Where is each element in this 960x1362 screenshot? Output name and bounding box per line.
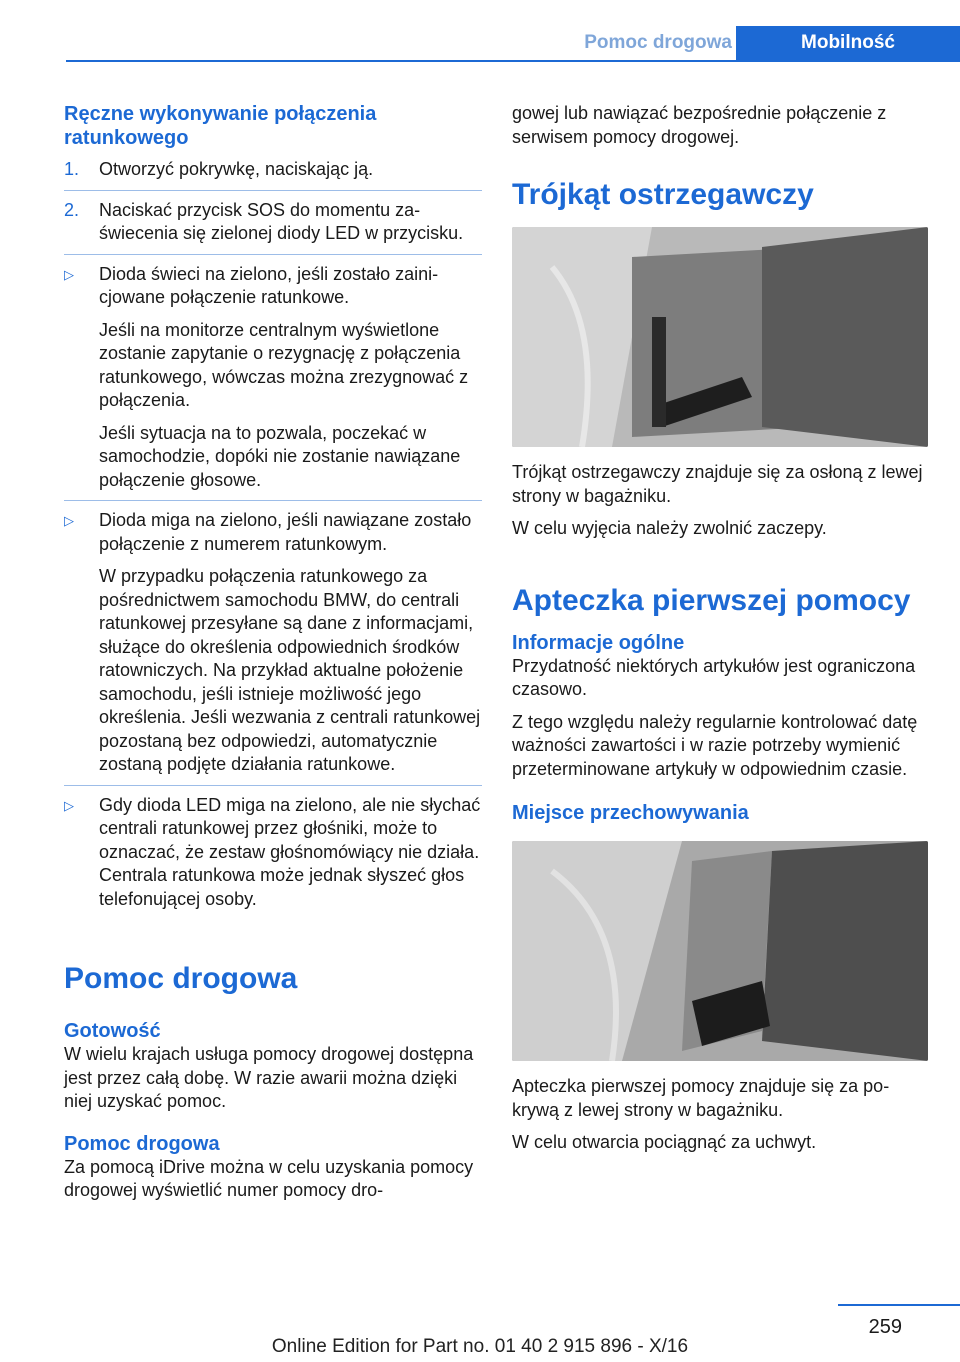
footer-edition-note: Online Edition for Part no. 01 40 2 915 896 - X/16 (271, 1336, 689, 1357)
divider (64, 785, 482, 786)
header-rule (66, 60, 960, 62)
step-text: Otworzyć pokrywkę, naciskając ją. (99, 159, 374, 179)
step-2 (64, 199, 482, 246)
triangle-text: W celu wyjęcia należy zwolnić zaczepy. (512, 518, 827, 538)
bullet-text: Jeśli na monitorze centralnym wyświetlone zostanie zapytanie o rezygnację z połączenia ratunkowego, wówczas można zrezygnować z połączenia. (99, 319, 469, 410)
section-title-first-aid: Apteczka pierwszej pomocy (512, 583, 911, 617)
bullet-text: Dioda świeci na zielono, jeśli zostało zainicjowane połączenie ratunkowe. (99, 263, 439, 307)
triangle-bullet-icon: ▷ (64, 266, 74, 282)
triangle-bullet-icon: ▷ (64, 513, 74, 528)
divider (64, 500, 482, 501)
bullet-no-sound (64, 794, 482, 912)
step-number: 2. (64, 199, 80, 220)
trunk-triangle-illustration (512, 227, 928, 447)
bullet-led-green (64, 263, 482, 493)
trunk-first-aid-illustration (512, 841, 928, 1061)
continued-text: gowej lub nawiązać bezpośrednie połączenie z serwisem pomocy drogowej. (512, 103, 887, 147)
heading-readiness: Gotowość (64, 1020, 161, 1042)
bullet-led-blinking (64, 509, 482, 777)
header-section-label: Pomoc drogowa (584, 32, 732, 53)
readiness-text: W wielu krajach usługa pomocy drogowej dostępna jest przez całą dobę. W razie awarii można dzięki niej uzyskać pomoc. (64, 1044, 474, 1111)
bullet-text: W przypadku połączenia ratunkowego za pośrednictwem samochodu BMW, do centrali ratunkowej przesyłane są dane z informacjami, służące do określenia odpowiednich środków ratowniczych. Na przykład aktualne położenie samochodu, jeśli istnieje możliwość jego określenia. Jeśli wezwania z centrali ratunkowej pozostaną bez odpowiedzi, automatycznie zostaną podjęte działania ratunkowe. (99, 566, 481, 774)
footer-rule (838, 1304, 960, 1306)
right-column (512, 102, 930, 1155)
header-chapter-tab: Mobilność (736, 26, 960, 62)
roadside-text: Za pomocą iDrive można w celu uzyskania pomocy drogowej wyświetlić numer pomocy dro- (64, 1156, 474, 1200)
bullet-text: Dioda miga na zielono, jeśli nawiązane zostało połączenie z numerem ratunkowym. (99, 510, 472, 554)
page-header (66, 26, 960, 62)
step-number: 1. (64, 159, 80, 179)
left-column (64, 102, 482, 1203)
bullet-text: Jeśli sytuacja na to pozwala, poczekać w samochodzie, dopóki nie zostanie nawiązane połączenie głosowe. (99, 422, 461, 490)
divider (64, 190, 482, 191)
warning-triangle-photo (512, 227, 928, 447)
storage-text: Apteczka pierwszej pomocy znajduje się za pokrywą z lewej strony w bagażniku. (512, 1076, 890, 1120)
heading-general-info: Informacje ogólne (512, 631, 685, 654)
section-title-roadside: Pomoc drogowa (64, 962, 298, 995)
first-aid-kit-photo (512, 841, 928, 1061)
general-text: Z tego względu należy regularnie kontrolować datę ważności zawartości i w razie potrzeby wymienić przeterminowane artykuły w odpowiednim czasie. (512, 711, 918, 779)
page-number: 259 (868, 1316, 902, 1338)
general-text: Przydatność niektórych artykułów jest ograniczona czasowo. (512, 655, 916, 699)
heading-manual-call: Ręczne wykonywanie połączenia ratunkowego (64, 103, 377, 149)
divider (64, 254, 482, 255)
triangle-text: Trójkąt ostrzegawczy znajduje się za osłoną z lewej strony w bagażniku. (512, 462, 923, 506)
step-1 (64, 158, 482, 182)
bullet-text: Gdy dioda LED miga na zielono, ale nie słychać centrali ratunkowej przez głośniki, może to oznaczać, że zestaw głośnomówiący nie działa. Centrala ratunkowa może jednak słyszeć głos telefonującej osoby. (99, 794, 481, 909)
storage-text: W celu otwarcia pociągnąć za uchwyt. (512, 1132, 817, 1152)
step-text: Naciskać przycisk SOS do momentu zaświecenia się zielonej diody LED w przycisku. (99, 199, 464, 243)
heading-roadside: Pomoc drogowa (64, 1132, 220, 1155)
triangle-bullet-icon: ▷ (64, 797, 74, 813)
section-title-triangle: Trójkąt ostrzegawczy (512, 178, 814, 211)
heading-storage: Miejsce przechowywania (512, 802, 749, 824)
